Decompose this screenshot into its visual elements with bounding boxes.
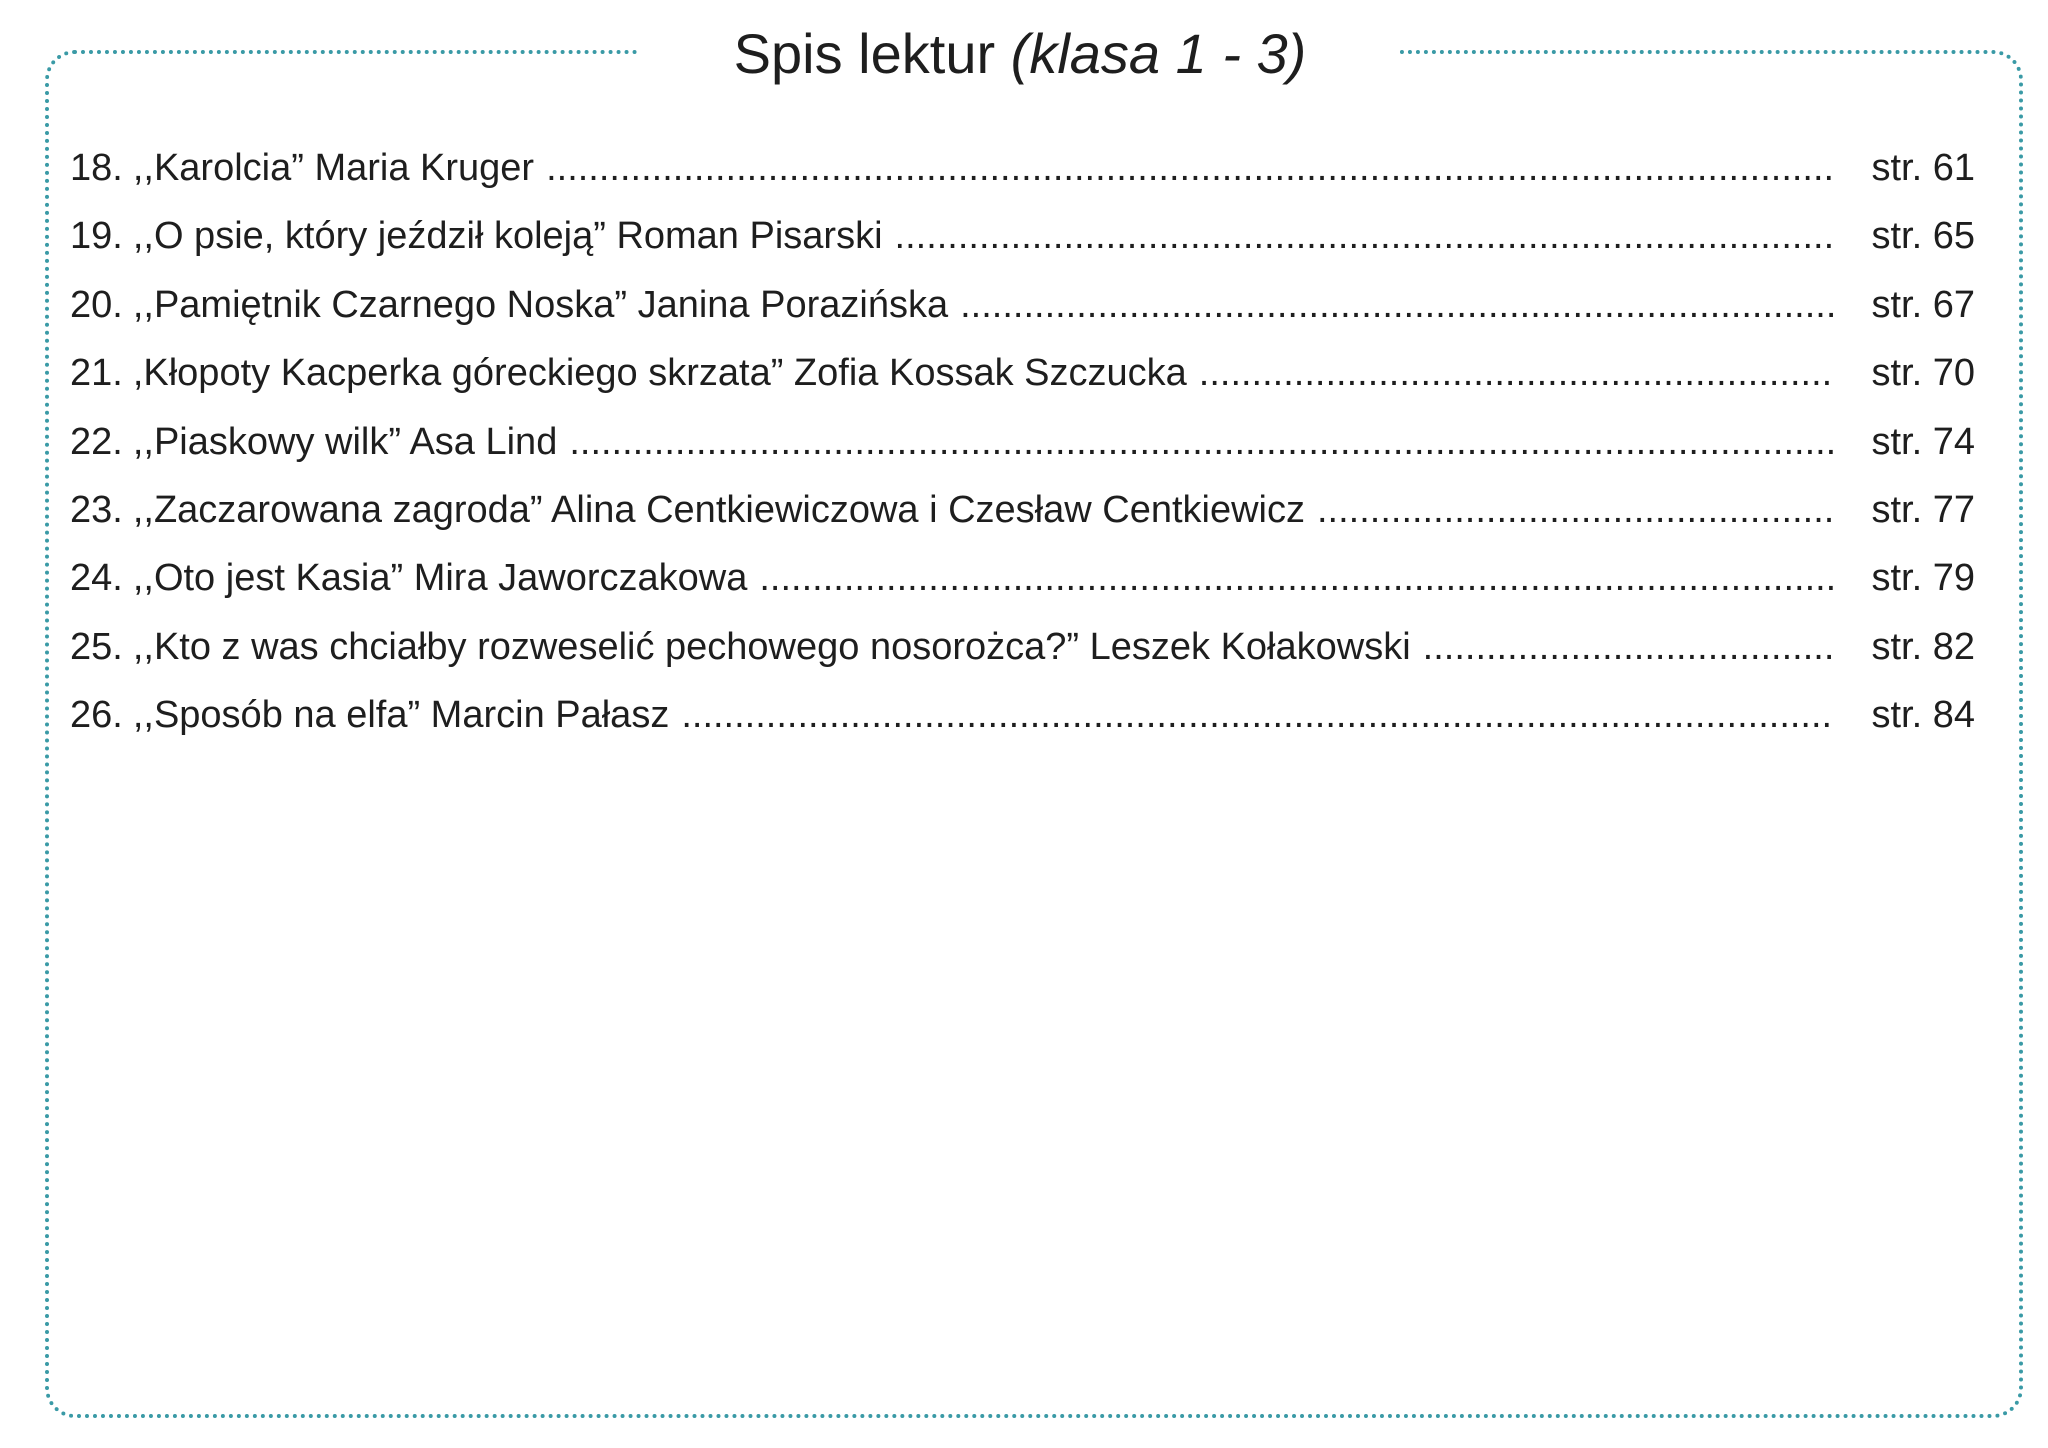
toc-page: str. 74 <box>1871 420 1975 463</box>
toc-number: 20. <box>70 283 123 326</box>
dot-leader <box>895 202 1835 270</box>
toc-page: str. 79 <box>1871 557 1975 600</box>
dot-leader <box>546 134 1835 202</box>
toc-entry: ,,Karolcia” Maria Kruger <box>132 147 535 189</box>
toc-row <box>70 202 1975 270</box>
table-of-contents <box>70 134 1975 750</box>
toc-entry: ,,Sposób na elfa” Marcin Pałasz <box>132 694 670 737</box>
dot-leader <box>569 408 1835 476</box>
dot-leader <box>759 544 1835 612</box>
toc-number: 22. <box>70 420 123 463</box>
toc-page: str. 65 <box>1871 215 1975 258</box>
toc-row <box>70 408 1975 476</box>
toc-number: 24. <box>70 557 123 600</box>
dot-leader <box>1423 613 1835 681</box>
toc-page: str. 77 <box>1871 488 1975 531</box>
toc-row <box>70 544 1975 612</box>
toc-row <box>70 476 1975 544</box>
toc-row <box>70 134 1975 202</box>
toc-number: 23. <box>70 488 123 531</box>
toc-row <box>70 339 1975 407</box>
toc-entry: ,,Zaczarowana zagroda” Alina Centkiewiczowa i Czesław Centkiewicz <box>132 488 1305 531</box>
toc-entry: ,Kłopoty Kacperka góreckiego skrzata” Zofia Kossak Szczucka <box>132 352 1187 395</box>
toc-row <box>70 613 1975 681</box>
toc-row <box>70 271 1975 339</box>
toc-entry: ,,Piaskowy wilk” Asa Lind <box>132 420 558 463</box>
dot-leader <box>1199 339 1835 407</box>
toc-number: 19. <box>70 215 123 258</box>
toc-page: str. 67 <box>1871 283 1975 326</box>
toc-entry: ,,O psie, który jeździł koleją” Roman Pisarski <box>132 215 883 258</box>
dot-leader <box>681 681 1835 749</box>
toc-page: str. 84 <box>1871 694 1975 737</box>
toc-page: str. 82 <box>1871 625 1975 668</box>
toc-number: 25. <box>70 625 123 668</box>
dot-leader <box>960 271 1835 339</box>
toc-entry: ,,Pamiętnik Czarnego Noska” Janina Porazińska <box>132 283 949 326</box>
toc-entry: ,,Kto z was chciałby rozweselić pechowego nosorożca?” Leszek Kołakowski <box>132 625 1411 668</box>
toc-number: 21. <box>70 352 123 395</box>
toc-page: str. 70 <box>1871 352 1975 395</box>
toc-number: 18. <box>70 147 123 189</box>
page-title <box>640 14 1400 94</box>
title-main: Spis lektur <box>733 22 1011 85</box>
toc-entry: ,,Oto jest Kasia” Mira Jaworczakowa <box>132 557 748 600</box>
toc-row <box>70 681 1975 749</box>
title-subtitle: (klasa 1 - 3) <box>1010 22 1307 85</box>
dot-leader <box>1317 476 1835 544</box>
toc-page: str. 61 <box>1871 147 1975 189</box>
toc-number: 26. <box>70 694 123 737</box>
